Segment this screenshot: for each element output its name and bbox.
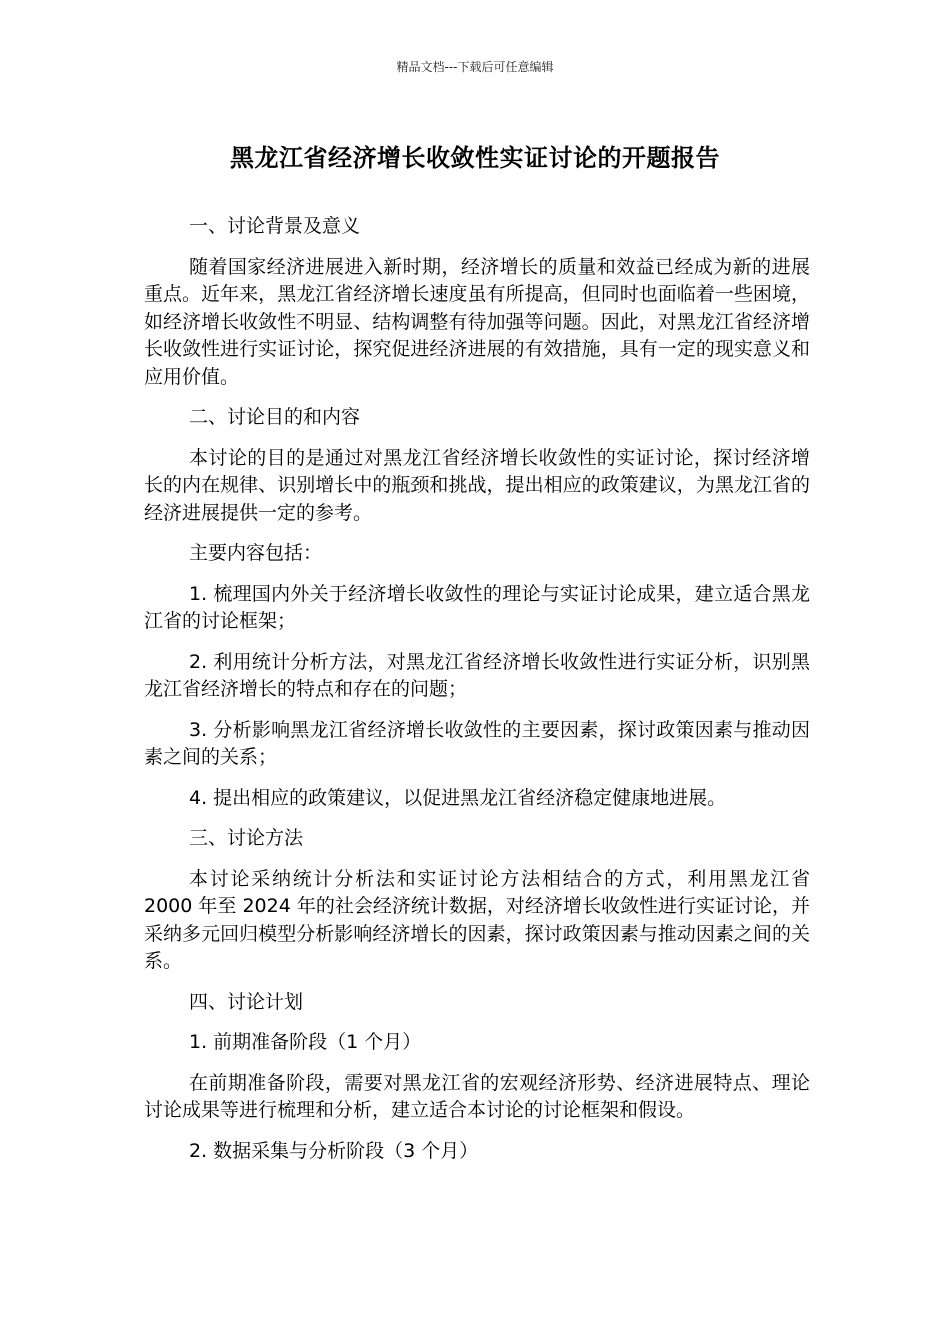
section-heading-purpose: 二、讨论目的和内容	[189, 406, 361, 428]
paragraph-purpose: 本讨论的目的是通过对黑龙江省经济增长收敛性的实证讨论，探讨经济增长的内在规律、识别增长中的瓶颈和挑战，提出相应的政策建议，为黑龙江省的经济进展提供一定的参考。	[144, 446, 810, 524]
list-item-plan-1: 1. 前期准备阶段（1 个月）	[189, 1031, 422, 1053]
section-heading-methods: 三、讨论方法	[189, 827, 304, 849]
list-item-contents-4: 4. 提出相应的政策建议，以促进黑龙江省经济稳定健康地进展。	[189, 786, 727, 809]
header-note: 精品文档---下载后可任意编辑	[396, 60, 554, 74]
list-item-contents-1: 1. 梳理国内外关于经济增长收敛性的理论与实证讨论成果，建立适合黑龙江省的讨论框架；	[144, 582, 810, 632]
list-item-plan-2: 2. 数据采集与分析阶段（3 个月）	[189, 1139, 479, 1162]
section-heading-background: 一、讨论背景及意义	[189, 215, 361, 237]
paragraph-contents-intro: 主要内容包括：	[189, 542, 323, 564]
paragraph-background: 随着国家经济进展进入新时期，经济增长的质量和效益已经成为新的进展重点。近年来，黑龙江省经济增长速度虽有所提高，但同时也面临着一些困境，如经济增长收敛性不明显、结构调整有待加强等问题。因此，对黑龙江省经济增长收敛性进行实证讨论，探究促进经济进展的有效措施，具有一定的现实意义和应用价值。	[144, 255, 810, 388]
paragraph-plan-1: 在前期准备阶段，需要对黑龙江省的宏观经济形势、经济进展特点、理论讨论成果等进行梳理和分析，建立适合本讨论的讨论框架和假设。	[144, 1071, 810, 1121]
section-heading-plan: 四、讨论计划	[189, 990, 304, 1013]
list-item-contents-2: 2. 利用统计分析方法，对黑龙江省经济增长收敛性进行实证分析，识别黑龙江省经济增长的特点和存在的问题；	[144, 650, 810, 700]
paragraph-methods: 本讨论采纳统计分析法和实证讨论方法相结合的方式，利用黑龙江省 2000 年至 2024 年的社会经济统计数据，对经济增长收敛性进行实证讨论，并采纳多元回归模型分析影响经济增长的因素，探讨政策因素与推动因素之间的关系。	[144, 867, 810, 972]
list-item-contents-3: 3. 分析影响黑龙江省经济增长收敛性的主要因素，探讨政策因素与推动因素之间的关系；	[144, 718, 810, 768]
document-title: 黑龙江省经济增长收敛性实证讨论的开题报告	[230, 144, 720, 172]
document-body	[144, 213, 810, 1178]
